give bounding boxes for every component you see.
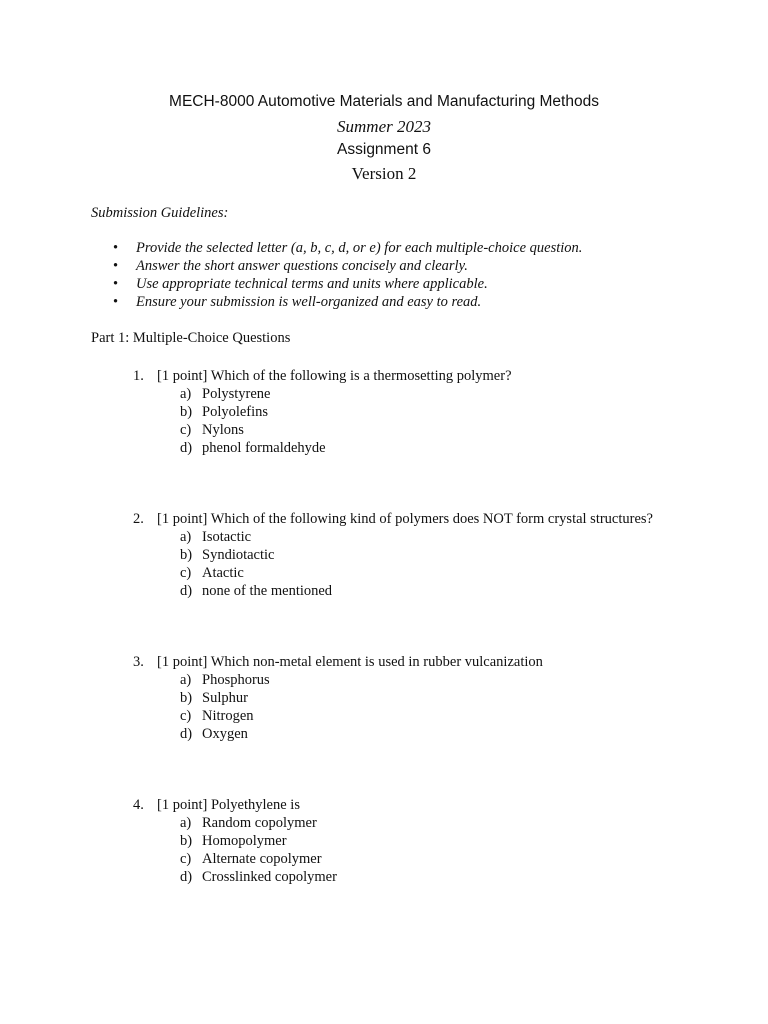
option-letter: d) [180,583,193,599]
option-letter: c) [180,565,192,581]
option-d [180,868,337,886]
guideline-item [91,239,582,257]
option-text: Alternate copolymer [202,851,322,867]
option-letter: d) [180,726,193,742]
option-letter: c) [180,422,192,438]
options-list [180,385,512,457]
option-letter: b) [180,547,193,563]
question-text: [1 point] Which non-metal element is used in rubber vulcanization [157,654,543,670]
question-number: 1. [133,368,144,384]
option-text: Atactic [202,565,244,581]
options-list [180,528,653,600]
guideline-item [91,275,582,293]
question-4 [133,796,337,886]
question-text: [1 point] Polyethylene is [157,797,300,813]
option-b [180,832,337,850]
option-text: Homopolymer [202,833,287,849]
question-number: 3. [133,654,144,670]
option-letter: a) [180,672,192,688]
option-letter: b) [180,833,193,849]
guideline-item [91,257,582,275]
option-c [180,850,337,868]
question-number: 2. [133,511,144,527]
guideline-text: Ensure your submission is well-organized and easy to read. [136,294,482,310]
option-c [180,564,653,582]
option-letter: a) [180,815,192,831]
option-d [180,439,512,457]
question-stem [133,510,653,528]
question-text: [1 point] Which of the following is a thermosetting polymer? [157,368,512,384]
option-letter: a) [180,386,192,402]
question-stem [133,653,543,671]
option-letter: c) [180,708,192,724]
question-3 [133,653,543,743]
option-letter: c) [180,851,192,867]
guideline-text: Use appropriate technical terms and units where applicable. [136,276,488,292]
option-text: Nitrogen [202,708,254,724]
option-text: Polyolefins [202,404,269,420]
question-2 [133,510,653,600]
option-text: none of the mentioned [202,583,333,599]
option-b [180,546,653,564]
course-title: MECH-8000 Automotive Materials and Manufacturing Methods [169,93,599,110]
options-list [180,814,337,886]
bullet-icon: • [113,258,119,274]
options-list [180,671,543,743]
option-a [180,385,512,403]
question-text: [1 point] Which of the following kind of polymers does NOT form crystal structures? [157,511,653,527]
question-stem [133,796,337,814]
option-d [180,725,543,743]
option-text: Crosslinked copolymer [202,869,337,885]
assignment-label: Assignment 6 [337,141,431,158]
option-letter: a) [180,529,192,545]
question-1 [133,367,512,457]
guideline-text: Provide the selected letter (a, b, c, d, or e) for each multiple-choice question. [136,240,583,256]
option-text: Phosphorus [202,672,270,688]
option-text: phenol formaldehyde [202,440,326,456]
question-stem [133,367,512,385]
bullet-icon: • [113,294,119,310]
option-text: Isotactic [202,529,252,545]
option-d [180,582,653,600]
option-text: Nylons [202,422,244,438]
version-label: Version 2 [351,164,417,183]
option-text: Polystyrene [202,386,271,402]
guideline-item [91,293,582,311]
guideline-text: Answer the short answer questions concisely and clearly. [136,258,468,274]
guidelines-list [91,239,582,311]
option-text: Syndiotactic [202,547,275,563]
option-text: Random copolymer [202,815,317,831]
option-c [180,421,512,439]
option-b [180,689,543,707]
option-letter: b) [180,404,193,420]
option-a [180,814,337,832]
option-a [180,671,543,689]
option-text: Oxygen [202,726,248,742]
option-letter: b) [180,690,193,706]
bullet-icon: • [113,240,119,256]
option-letter: d) [180,869,193,885]
term-label: Summer 2023 [337,117,431,136]
bullet-icon: • [113,276,119,292]
option-letter: d) [180,440,193,456]
question-number: 4. [133,797,144,813]
guidelines-title: Submission Guidelines: [91,205,229,221]
part1-title: Part 1: Multiple-Choice Questions [91,330,291,346]
option-a [180,528,653,546]
option-b [180,403,512,421]
option-c [180,707,543,725]
option-text: Sulphur [202,690,248,706]
